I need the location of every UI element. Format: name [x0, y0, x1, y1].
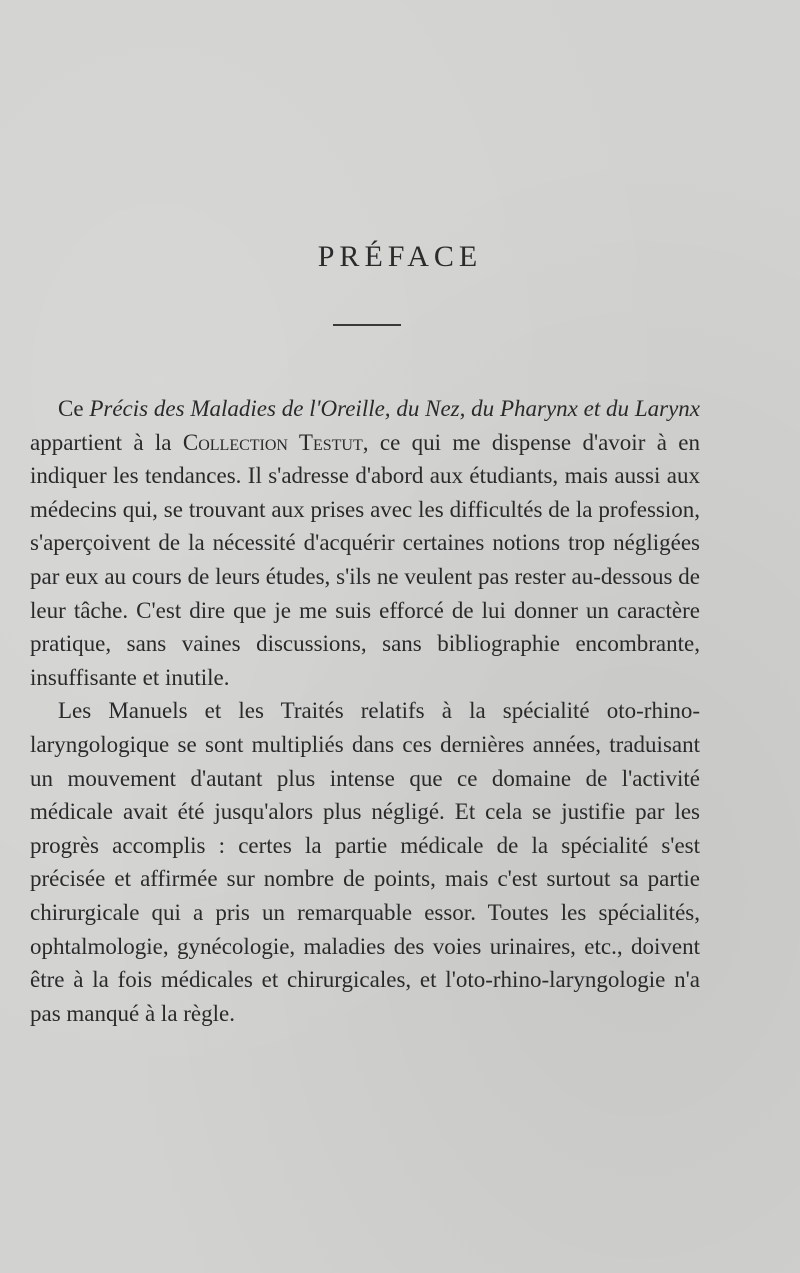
paragraph-1 [30, 392, 700, 694]
book-title-italic: Précis des Maladies de l'Oreille, du Nez, du Pharynx et du Larynx [89, 396, 700, 421]
text-run: appartient à la [30, 429, 183, 455]
collection-name: Collection Testut [182, 429, 363, 455]
text-run: Ce [58, 396, 90, 421]
text-run: , ce qui me dispense d'avoir à en indiquer les tendances. Il s'adresse d'abord aux étudiants, mais aussi aux médecins qui, se trouvant aux prises avec les difficultés de la profession, s'aperçoivent de la nécessité d'acquérir certaines notions trop négligées par eux au cours de leurs études, s'ils ne veulent pas rester au-dessous de leur tâche. C'est dire que je me suis efforcé de lui donner un caractère pratique, sans vaines discussions, sans bibliographie encombrante, insuffisante et inutile. [30, 429, 700, 690]
page-title: PRÉFACE [317, 240, 483, 273]
paragraph-2 [30, 694, 700, 1030]
title-divider [333, 324, 401, 326]
text-run: Les Manuels et les Traités relatifs à la spécialité oto-rhino-laryngologique se sont multipliés dans ces dernières années, traduisant un mouvement d'autant plus intense que ce domaine de l'activité médicale avait été jusqu'alors plus négligé. Et cela se justifie par les progrès accomplis : certes la partie médicale de la spécialité s'est précisée et affirmée sur nombre de points, mais c'est surtout sa partie chirurgicale qui a pris un remarquable essor. Toutes les spécialités, ophtalmologie, gynécologie, maladies des voies urinaires, etc., doivent être à la fois médicales et chirurgicales, et l'oto-rhino-laryngologie n'a pas manqué à la règle. [30, 698, 700, 1026]
preface-body [30, 392, 700, 1030]
